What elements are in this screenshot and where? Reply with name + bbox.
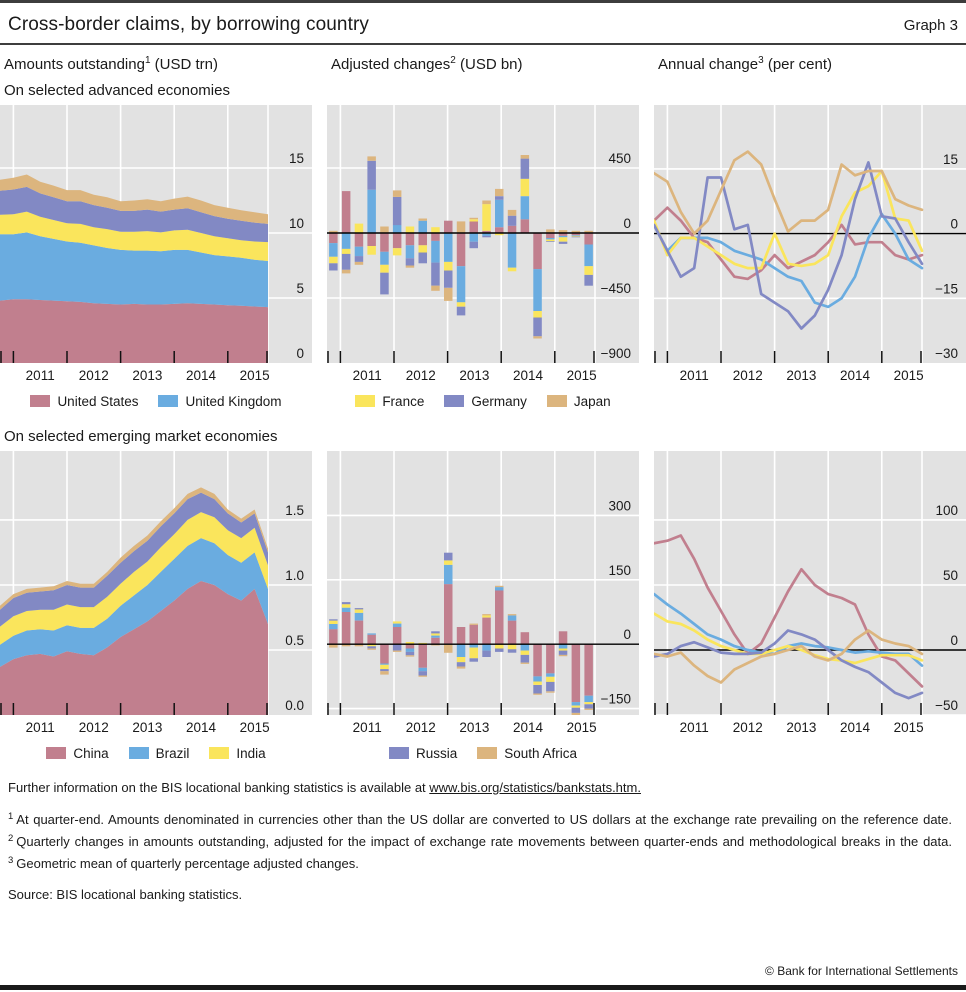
svg-text:2013: 2013 (786, 368, 817, 383)
legend-swatch-icon (46, 747, 66, 759)
legend-swatch-icon (355, 395, 375, 407)
svg-text:1.5: 1.5 (285, 502, 304, 518)
charts-row-advanced (0, 105, 966, 387)
svg-text:2012: 2012 (78, 720, 109, 735)
row-caption-advanced: On selected advanced economies (4, 82, 230, 99)
svg-text:15: 15 (942, 151, 958, 167)
legend-advanced-amounts (0, 390, 312, 412)
legend-item (477, 746, 577, 761)
svg-text:−450: −450 (600, 281, 631, 296)
panel-emerging-amounts (0, 451, 312, 739)
legend-empty (654, 390, 966, 412)
advanced-annual-line-chart (654, 105, 966, 387)
svg-text:2012: 2012 (405, 720, 436, 735)
svg-text:2011: 2011 (25, 720, 55, 735)
svg-text:2011: 2011 (679, 368, 709, 383)
legend-label: China (73, 745, 109, 761)
legend-emerging-changes (327, 742, 639, 764)
svg-text:−30: −30 (935, 346, 958, 361)
svg-text:−15: −15 (935, 281, 958, 297)
legend-swatch-icon (444, 395, 464, 407)
svg-text:2014: 2014 (512, 368, 544, 383)
legend-swatch-icon (389, 747, 409, 759)
panel-emerging-annual (654, 451, 966, 739)
svg-text:300: 300 (608, 498, 631, 514)
legend-item (129, 746, 190, 761)
svg-text:2011: 2011 (352, 368, 382, 383)
source-line: Source: BIS locational banking statistics. (8, 887, 243, 903)
bankstats-link[interactable]: www.bis.org/statistics/bankstats.htm. (429, 780, 641, 795)
panel-emerging-changes (327, 451, 639, 739)
svg-text:2014: 2014 (185, 720, 217, 735)
legend-item (547, 394, 611, 409)
legend-label: Germany (471, 393, 527, 409)
emerging-amounts-area-chart (0, 451, 312, 739)
footnote-text: Geometric mean of quarterly percentage adjusted changes. (16, 855, 359, 871)
svg-text:0: 0 (950, 633, 958, 648)
svg-text:2012: 2012 (405, 368, 436, 383)
legend-row-advanced (0, 390, 966, 412)
svg-text:2013: 2013 (786, 720, 817, 735)
emerging-changes-bar-chart (327, 451, 639, 739)
svg-text:10: 10 (288, 216, 304, 231)
svg-text:0: 0 (950, 216, 958, 232)
svg-text:2015: 2015 (239, 720, 270, 735)
svg-text:0.5: 0.5 (285, 633, 304, 648)
info-line (8, 780, 958, 795)
panel-advanced-changes (327, 105, 639, 387)
svg-text:−150: −150 (600, 691, 631, 707)
bottom-border-bar (0, 985, 966, 990)
footnote-ref: 2 (450, 55, 456, 66)
svg-text:0: 0 (623, 627, 631, 643)
column-header-text: Amounts outstanding (4, 56, 145, 73)
svg-text:2012: 2012 (732, 720, 763, 735)
panel-advanced-annual (654, 105, 966, 387)
legend-swatch-icon (547, 395, 567, 407)
svg-text:2013: 2013 (132, 720, 163, 735)
svg-text:0: 0 (296, 346, 304, 361)
footer (0, 780, 966, 902)
svg-text:2015: 2015 (893, 720, 924, 735)
footnote-marker: 1 (8, 811, 14, 822)
footnote-ref: 1 (144, 55, 151, 66)
copyright-notice: © Bank for International Settlements (765, 964, 958, 978)
legend-label: South Africa (504, 745, 578, 761)
svg-text:2014: 2014 (185, 368, 217, 383)
header (0, 3, 966, 36)
svg-text:1.0: 1.0 (285, 568, 304, 583)
column-header-annual (658, 55, 966, 73)
charts-row-emerging (0, 451, 966, 739)
graph-number-label: Graph 3 (903, 17, 958, 34)
legend-swatch-icon (209, 747, 229, 759)
column-headers (0, 55, 966, 73)
column-header-adjusted (331, 55, 643, 73)
legend-label: United States (57, 393, 139, 409)
svg-text:−900: −900 (600, 346, 631, 361)
column-header-unit: (per cent) (763, 56, 833, 73)
svg-text:2011: 2011 (25, 368, 55, 383)
legend-item (389, 746, 457, 761)
emerging-annual-line-chart (654, 451, 966, 739)
legend-item (209, 746, 265, 761)
svg-text:0: 0 (623, 216, 631, 231)
svg-text:2013: 2013 (132, 368, 163, 383)
legend-item (355, 394, 424, 409)
legend-emerging-amounts (0, 742, 312, 764)
svg-text:2013: 2013 (459, 720, 490, 735)
footnote-1 (8, 812, 952, 827)
svg-text:5: 5 (296, 281, 304, 296)
svg-text:2014: 2014 (512, 720, 544, 735)
svg-text:2012: 2012 (78, 368, 109, 383)
title-rule (0, 43, 966, 45)
footnote-marker: 2 (8, 832, 14, 844)
svg-text:−50: −50 (935, 698, 958, 713)
column-header-unit: (USD bn) (455, 56, 523, 73)
footnotes (8, 809, 958, 874)
svg-text:15: 15 (288, 151, 304, 166)
svg-text:2015: 2015 (239, 368, 270, 383)
svg-text:50: 50 (942, 568, 958, 583)
legend-label: United Kingdom (185, 393, 282, 409)
svg-text:0.0: 0.0 (285, 698, 304, 713)
legend-item (158, 394, 281, 409)
legend-item (46, 746, 108, 761)
svg-text:2012: 2012 (732, 368, 763, 383)
legend-empty (654, 742, 966, 764)
footnote-3 (8, 856, 359, 871)
legend-swatch-icon (158, 395, 178, 407)
row-caption-emerging: On selected emerging market economies (4, 428, 278, 445)
footnote-marker: 3 (8, 854, 14, 866)
svg-text:2011: 2011 (679, 720, 709, 735)
legend-label: France (382, 393, 425, 409)
svg-text:2015: 2015 (566, 368, 597, 383)
svg-text:450: 450 (608, 151, 631, 166)
svg-text:2011: 2011 (352, 720, 382, 735)
svg-text:2013: 2013 (459, 368, 490, 383)
legend-swatch-icon (30, 395, 50, 407)
legend-label: Brazil (155, 745, 190, 761)
svg-text:2014: 2014 (839, 368, 871, 383)
legend-item (30, 394, 138, 409)
page-title: Cross-border claims, by borrowing country (8, 14, 369, 35)
column-header-text: Adjusted changes (331, 56, 451, 73)
info-text: Further information on the BIS locational banking statistics is available at (8, 780, 430, 795)
legend-row-emerging (0, 742, 966, 764)
advanced-changes-bar-chart (327, 105, 639, 387)
legend-label: Russia (415, 745, 458, 761)
svg-text:2014: 2014 (839, 720, 871, 735)
footnote-text: Quarterly changes in amounts outstanding, adjusted for the impact of exchange rate movements between quarter-ends and methodological breaks in the data. (16, 834, 952, 850)
panel-advanced-amounts (0, 105, 312, 387)
advanced-amounts-area-chart (0, 105, 312, 387)
column-header-unit: (USD trn) (150, 56, 218, 73)
legend-swatch-icon (477, 747, 497, 759)
legend-item (444, 394, 527, 409)
legend-label: Japan (573, 393, 611, 409)
legend-label: India (236, 745, 266, 761)
svg-text:2015: 2015 (566, 720, 597, 735)
legend-advanced-changes (327, 390, 639, 412)
legend-swatch-icon (129, 747, 149, 759)
column-header-text: Annual change (658, 56, 759, 73)
column-header-amounts (4, 55, 316, 73)
svg-text:100: 100 (935, 502, 958, 518)
footnote-2 (8, 834, 952, 849)
svg-text:150: 150 (608, 562, 631, 578)
svg-text:2015: 2015 (893, 368, 924, 383)
footnote-ref: 3 (758, 55, 764, 66)
footnote-text: At quarter-end. Amounts denominated in currencies other than the US dollar are converted to US dollars at the exchange rate prevailing on the reference date. (16, 812, 952, 828)
